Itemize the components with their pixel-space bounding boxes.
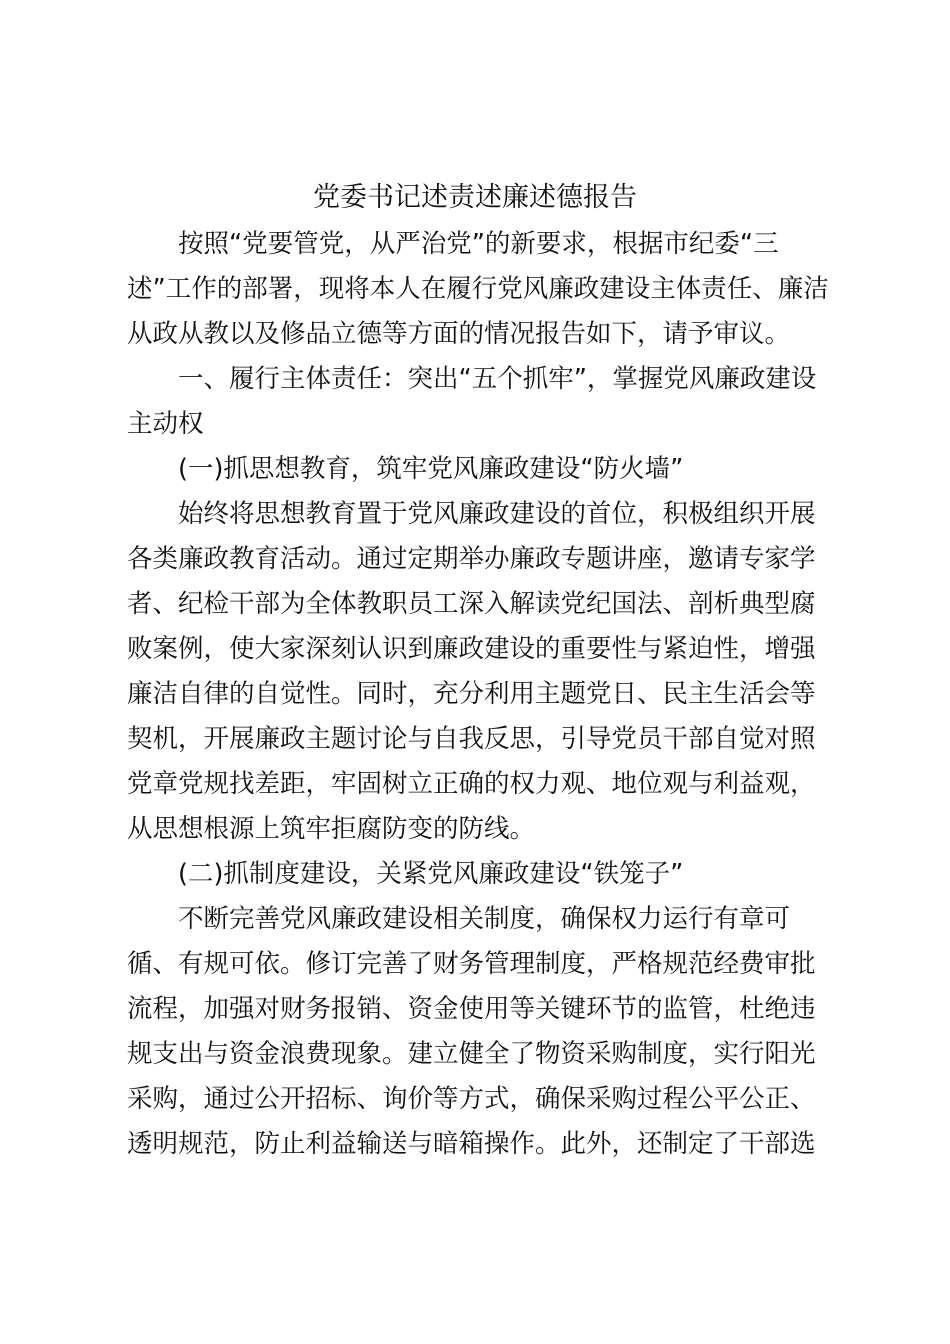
- paragraph-1-line-8: 从思想根源上筑牢拒腐防变的防线。: [127, 814, 536, 844]
- intro-line-3: 从政从教以及修品立德等方面的情况报告如下，请予审议。: [127, 319, 791, 349]
- paragraph-2-line-3: 流程，加强对财务报销、资金使用等关键环节的监管，杜绝违: [127, 994, 816, 1024]
- paragraph-1-line-2: 各类廉政教育活动。通过定期举办廉政专题讲座，邀请专家学: [127, 544, 816, 574]
- subsection-heading-2: (二)抓制度建设，关紧党风廉政建设“铁笼子”: [178, 859, 684, 889]
- paragraph-1-line-1: 始终将思想教育置于党风廉政建设的首位，积极组织开展: [178, 499, 816, 529]
- paragraph-2-line-2: 循、有规可依。修订完善了财务管理制度，严格规范经费审批: [127, 949, 816, 979]
- document-title: 党委书记述责述廉述德报告: [313, 182, 637, 213]
- paragraph-1-line-6: 契机，开展廉政主题讨论与自我反思，引导党员干部自觉对照: [127, 724, 816, 754]
- paragraph-2-line-1: 不断完善党风廉政建设相关制度，确保权力运行有章可: [178, 904, 791, 934]
- paragraph-1-line-5: 廉洁自律的自觉性。同时，充分利用主题党日、民主生活会等: [127, 679, 816, 709]
- intro-line-2: 述”工作的部署，现将本人在履行党风廉政建设主体责任、廉洁: [127, 274, 829, 304]
- paragraph-1-line-3: 者、纪检干部为全体教职员工深入解读党纪国法、剖析典型腐: [127, 589, 816, 619]
- paragraph-1-line-4: 败案例，使大家深刻认识到廉政建设的重要性与紧迫性，增强: [127, 634, 816, 664]
- paragraph-2-line-5: 采购，通过公开招标、询价等方式，确保采购过程公平公正、: [127, 1084, 816, 1114]
- section-heading-line-1: 一、履行主体责任：突出“五个抓牢”，掌握党风廉政建设: [178, 364, 817, 394]
- paragraph-1-line-7: 党章党规找差距，牢固树立正确的权力观、地位观与利益观，: [127, 769, 816, 799]
- section-heading-line-2: 主动权: [127, 409, 204, 439]
- intro-line-1: 按照“党要管党，从严治党”的新要求，根据市纪委“三: [178, 229, 779, 259]
- paragraph-2-line-6: 透明规范，防止利益输送与暗箱操作。此外，还制定了干部选: [127, 1129, 816, 1159]
- subsection-heading-1: (一)抓思想教育，筑牢党风廉政建设“防火墙”: [178, 454, 684, 484]
- paragraph-2-line-4: 规支出与资金浪费现象。建立健全了物资采购制度，实行阳光: [127, 1039, 816, 1069]
